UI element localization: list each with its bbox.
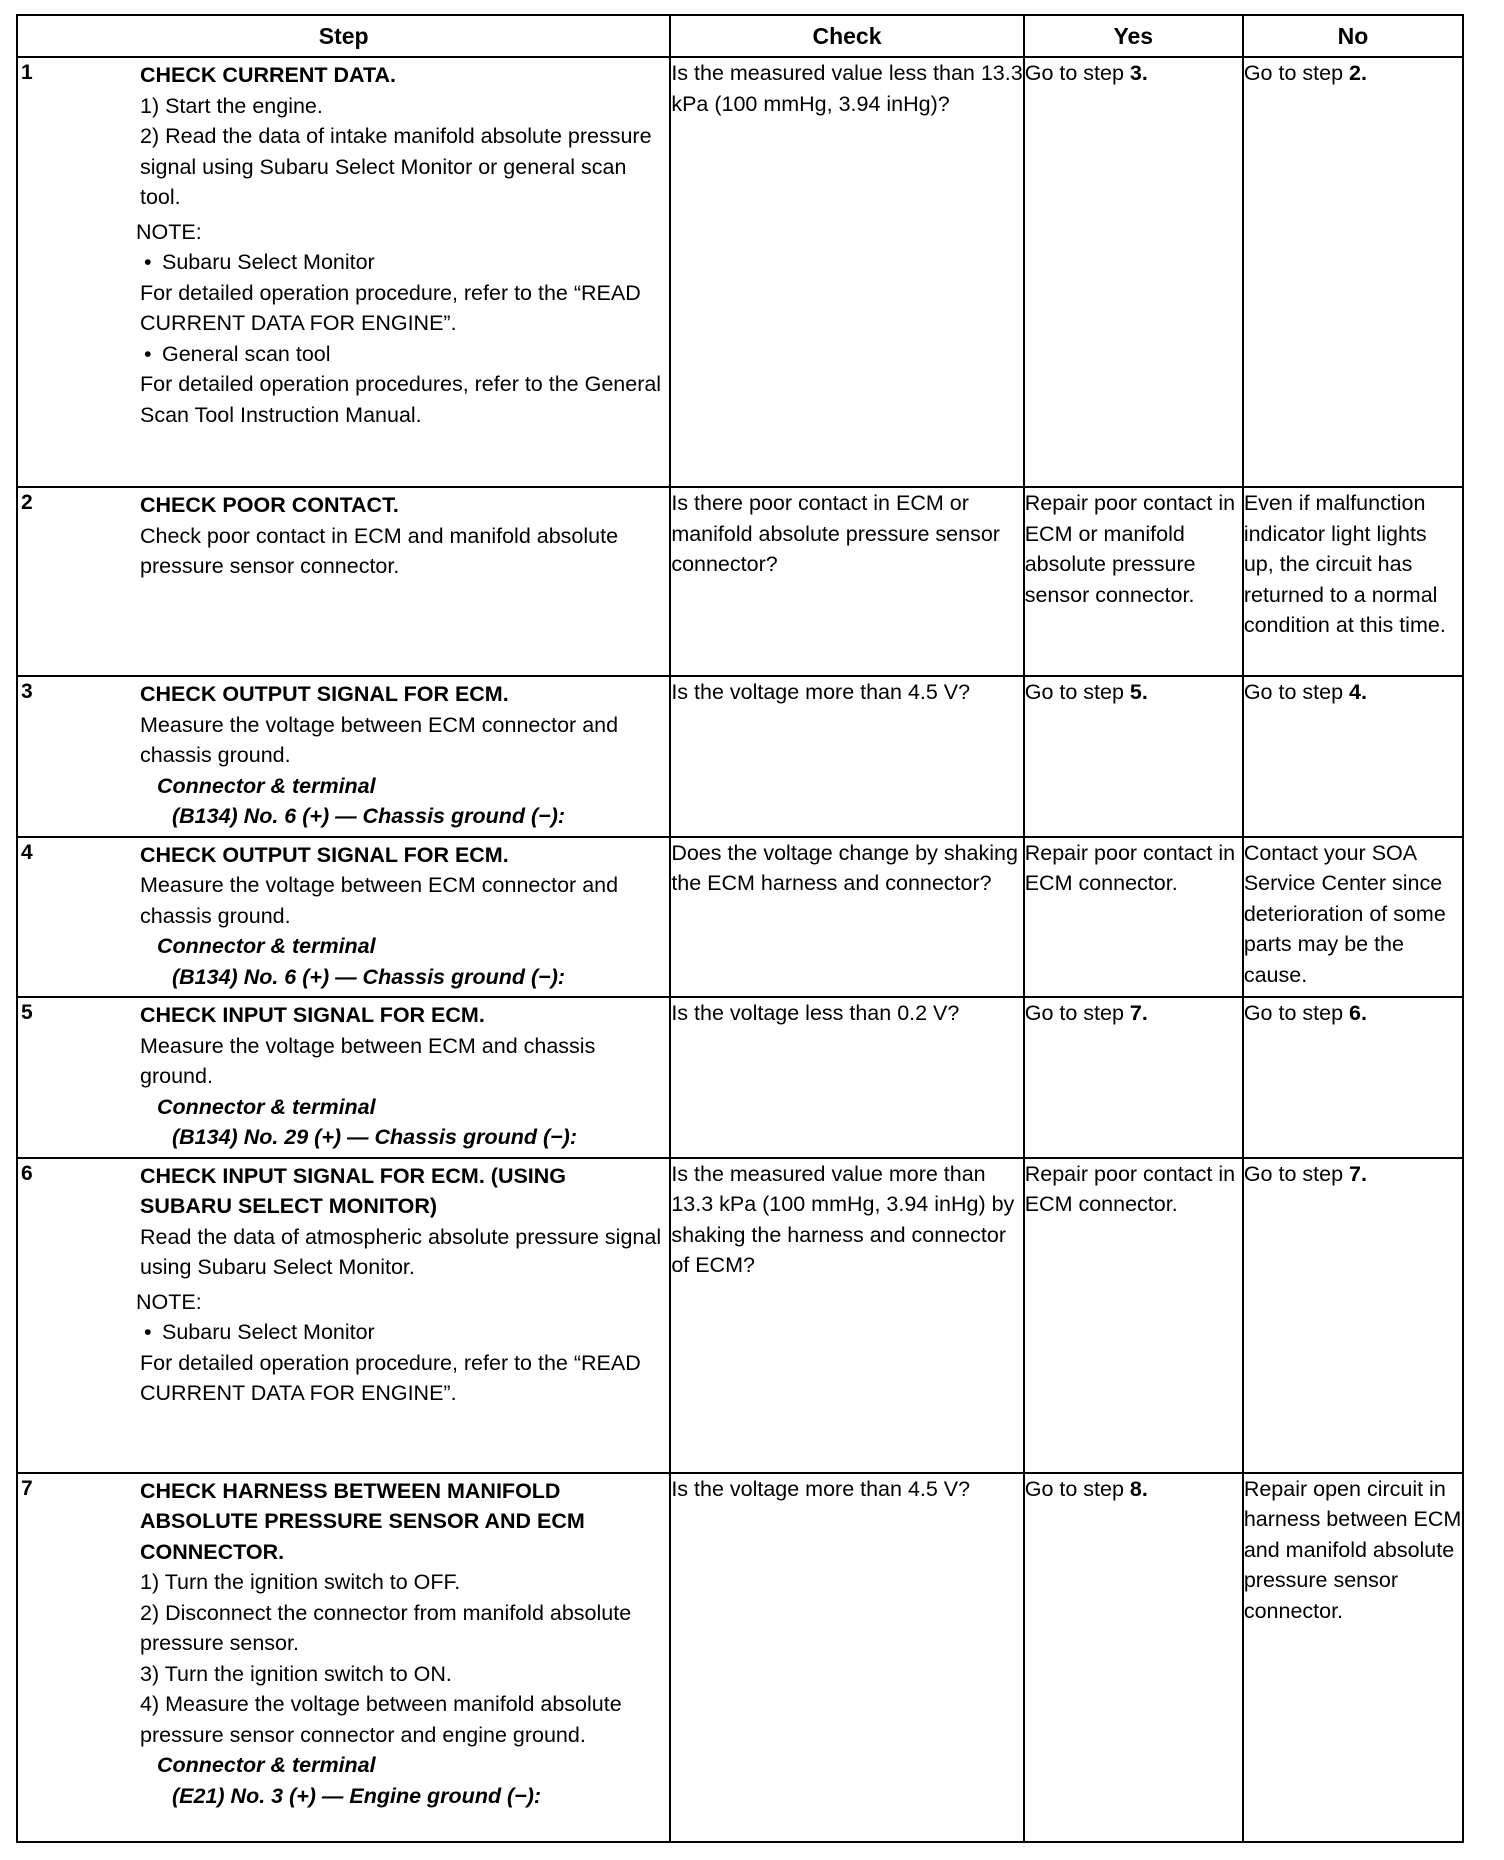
no-cell: [1243, 1158, 1463, 1473]
check-cell: Does the voltage change by shaking the ECM harness and connector?: [670, 837, 1023, 998]
yes-text: Go to step: [1024, 1001, 1130, 1025]
connector-label: Connector & terminal: [157, 1094, 376, 1119]
table-row: [17, 1473, 1463, 1843]
header-row: [17, 15, 1463, 57]
yes-step-ref: 5.: [1129, 680, 1148, 704]
step-title: CHECK POOR CONTACT.: [140, 493, 399, 517]
no-text: Go to step: [1243, 1001, 1349, 1025]
yes-cell: [1024, 57, 1243, 487]
connector-terminal: (E21) No. 3 (+) — Engine ground (−):: [172, 1783, 542, 1808]
step-cell: [17, 837, 670, 998]
step-instruction: 1) Start the engine.: [140, 93, 323, 118]
step-number: 5: [21, 1001, 33, 1024]
step-number: 7: [21, 1476, 33, 1500]
step-instruction: Measure the voltage between ECM and chassis ground.: [140, 1033, 596, 1088]
connector-label: Connector & terminal: [157, 934, 376, 958]
step-instruction: Check poor contact in ECM and manifold absolute pressure sensor connector.: [140, 523, 619, 578]
yes-step-ref: 3.: [1129, 61, 1148, 85]
no-cell: [1243, 837, 1463, 998]
step-title: CHECK OUTPUT SIGNAL FOR ECM.: [140, 682, 509, 706]
note-bullet: • Subaru Select Monitor: [140, 1317, 663, 1348]
step-number: 6: [21, 1161, 33, 1185]
no-step-ref: 6.: [1349, 1001, 1367, 1025]
connector-terminal: (B134) No. 6 (+) — Chassis ground (−):: [172, 964, 566, 989]
connector-terminal: (B134) No. 29 (+) — Chassis ground (−):: [172, 1125, 577, 1149]
step-instruction: 4) Measure the voltage between manifold absolute pressure sensor connector and engine ground.: [140, 1692, 622, 1747]
check-cell: Is the measured value less than 13.3 kPa (100 mmHg, 3.94 inHg)?: [670, 57, 1023, 487]
step-cell: [17, 676, 670, 837]
step-title: CHECK HARNESS BETWEEN MANIFOLD ABSOLUTE PRESSURE SENSOR AND ECM CONNECTOR.: [140, 1478, 585, 1564]
step-number: 1: [21, 61, 33, 84]
table-row: [17, 997, 1463, 1158]
check-cell: Is there poor contact in ECM or manifold absolute pressure sensor connector?: [670, 487, 1023, 676]
no-text: Go to step: [1243, 61, 1349, 85]
no-step-ref: 2.: [1349, 61, 1367, 85]
diagnostic-table: [16, 14, 1464, 1843]
yes-text: Go to step: [1024, 61, 1130, 85]
no-text: Even if malfunction indicator light lights up, the circuit has returned to a normal condition at this time.: [1243, 491, 1446, 637]
step-title: CHECK OUTPUT SIGNAL FOR ECM.: [140, 842, 509, 867]
step-cell: [17, 997, 670, 1158]
connector-label: Connector & terminal: [157, 1753, 376, 1777]
step-cell: [17, 57, 670, 487]
yes-cell: [1024, 487, 1243, 676]
header-step: Step: [17, 15, 670, 57]
connector-label: Connector & terminal: [157, 773, 376, 798]
note-text: For detailed operation procedures, refer to the General Scan Tool Instruction Manual.: [140, 372, 662, 427]
step-cell: [17, 487, 670, 676]
check-cell: Is the voltage more than 4.5 V?: [670, 1473, 1023, 1843]
step-number: 4: [21, 840, 33, 864]
note-label: NOTE:: [136, 219, 202, 244]
no-cell: [1243, 676, 1463, 837]
note-bullet: • Subaru Select Monitor: [140, 247, 663, 278]
check-cell: Is the voltage less than 0.2 V?: [670, 997, 1023, 1158]
yes-cell: [1024, 676, 1243, 837]
step-instruction: Measure the voltage between ECM connector and chassis ground.: [140, 873, 619, 928]
note-bullet: • General scan tool: [140, 339, 663, 370]
no-cell: [1243, 57, 1463, 487]
note-text: For detailed operation procedure, refer to the “READ CURRENT DATA FOR ENGINE”.: [140, 280, 641, 335]
yes-step-ref: 7.: [1129, 1001, 1148, 1025]
step-instruction: 1) Turn the ignition switch to OFF.: [140, 1570, 461, 1594]
step-instruction: 3) Turn the ignition switch to ON.: [140, 1661, 452, 1686]
yes-step-ref: 8.: [1129, 1476, 1148, 1501]
no-step-ref: 7.: [1349, 1161, 1367, 1186]
yes-text: Go to step: [1024, 680, 1130, 704]
no-text: Go to step: [1243, 1161, 1349, 1186]
no-cell: [1243, 997, 1463, 1158]
header-yes: Yes: [1024, 15, 1243, 57]
yes-cell: [1024, 997, 1243, 1158]
no-text: Repair open circuit in harness between ECM and manifold absolute pressure sensor connector.: [1243, 1476, 1462, 1623]
step-instruction: Measure the voltage between ECM connector and chassis ground.: [140, 712, 619, 767]
yes-cell: [1024, 1158, 1243, 1473]
step-number: 3: [21, 680, 33, 703]
yes-cell: [1024, 1473, 1243, 1843]
yes-text: Repair poor contact in ECM connector.: [1024, 1161, 1236, 1216]
yes-text: Repair poor contact in ECM connector.: [1024, 840, 1236, 895]
table-row: [17, 57, 1463, 487]
step-instruction: Read the data of atmospheric absolute pressure signal using Subaru Select Monitor.: [140, 1224, 662, 1279]
no-text: Contact your SOA Service Center since deterioration of some parts may be the cause.: [1243, 840, 1446, 987]
step-title: CHECK INPUT SIGNAL FOR ECM. (USING SUBARU SELECT MONITOR): [140, 1163, 567, 1218]
note-text: For detailed operation procedure, refer to the “READ CURRENT DATA FOR ENGINE”.: [140, 1350, 641, 1405]
table-row: [17, 676, 1463, 837]
step-cell: [17, 1158, 670, 1473]
step-title: CHECK INPUT SIGNAL FOR ECM.: [140, 1003, 485, 1027]
table-row: [17, 837, 1463, 998]
step-instruction: 2) Disconnect the connector from manifold absolute pressure sensor.: [140, 1600, 632, 1655]
note-label: NOTE:: [136, 1289, 202, 1314]
yes-text: Go to step: [1024, 1476, 1130, 1501]
header-check: Check: [670, 15, 1023, 57]
table-row: [17, 1158, 1463, 1473]
step-number: 2: [21, 491, 33, 514]
no-text: Go to step: [1243, 680, 1349, 704]
no-step-ref: 4.: [1349, 680, 1367, 704]
yes-cell: [1024, 837, 1243, 998]
step-instruction: 2) Read the data of intake manifold absolute pressure signal using Subaru Select Monitor or general scan tool.: [140, 124, 652, 209]
step-title: CHECK CURRENT DATA.: [140, 63, 396, 87]
table-row: [17, 487, 1463, 676]
connector-terminal: (B134) No. 6 (+) — Chassis ground (−):: [172, 804, 566, 828]
yes-text: Repair poor contact in ECM or manifold absolute pressure sensor connector.: [1024, 491, 1236, 607]
header-no: No: [1243, 15, 1463, 57]
step-cell: [17, 1473, 670, 1843]
no-cell: [1243, 1473, 1463, 1843]
check-cell: Is the measured value more than 13.3 kPa (100 mmHg, 3.94 inHg) by shaking the harness and connector of ECM?: [670, 1158, 1023, 1473]
no-cell: [1243, 487, 1463, 676]
check-cell: Is the voltage more than 4.5 V?: [670, 676, 1023, 837]
